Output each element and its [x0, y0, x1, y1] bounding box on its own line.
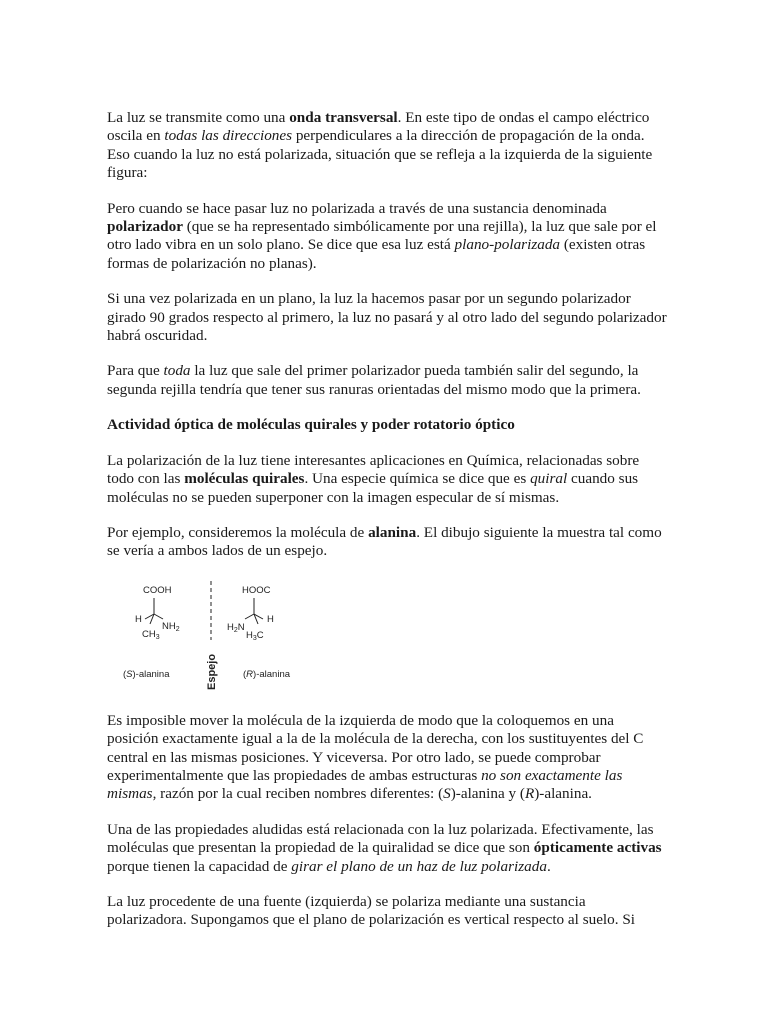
bold-term: moléculas quirales: [184, 470, 305, 488]
bold-term: alanina: [368, 523, 417, 541]
bold-term: onda transversal: [289, 109, 398, 126]
text: La polarización de la luz tiene interesantes aplicaciones en Química, relacionadas sobre todo con las: [107, 451, 640, 488]
text: .: [546, 857, 551, 875]
paragraph-opticamente-activas: [107, 821, 667, 876]
text: . Una especie química se dice que es: [304, 470, 531, 488]
h2n-label: $H_2N$: [227, 621, 245, 634]
cooh-label: COOH: [143, 584, 172, 596]
nh2-label: $NH_2$: [162, 620, 180, 633]
text: porque tienen la capacidad de: [107, 857, 292, 875]
h3c-label: $H_3C$: [246, 629, 264, 642]
bold-term: ópticamente activas: [533, 839, 662, 857]
italic-term: girar el plano de un haz de luz polarizada: [291, 857, 547, 875]
bond: [154, 614, 163, 619]
italic-term: plano-polarizada: [454, 236, 561, 254]
text: (que se ha representado simbólicamente por una rejilla), la luz que sale por el otro lado vibra en un solo plano. Se dice que esa luz está: [107, 218, 657, 254]
text: . El dibujo siguiente la muestra tal como se vería a ambos lados de un espejo.: [107, 523, 662, 560]
text: . En este tipo de ondas el campo eléctrico oscila en: [107, 109, 650, 145]
text: Una de las propiedades aludidas está relacionada con la luz polarizada. Efectivamente, las moléculas que presentan la propiedad de la quiralidad se dice que son: [107, 820, 654, 857]
text: Por ejemplo, consideremos la molécula de: [107, 523, 369, 541]
s-alanine-name: (S)-alanina: [123, 668, 170, 680]
text: (existen otras formas de polarización no planas).: [107, 236, 646, 272]
text: cuando sus moléculas no se pueden superponer con la imagen especular de sí mismas.: [107, 470, 639, 506]
section-heading: Actividad óptica de moléculas quirales y poder rotatorio óptico: [107, 416, 515, 434]
paragraph-moleculas-quirales: [107, 452, 667, 507]
mirror-label: Espejo: [206, 653, 218, 690]
text: La luz se transmite como una: [107, 109, 290, 126]
paragraph-alanina: [107, 524, 667, 561]
ch3-label: $CH_3$: [142, 628, 160, 641]
italic-term: no son exactamente las mismas: [107, 766, 623, 803]
italic-term: todas las direcciones: [164, 127, 293, 145]
paragraph-imposible-mover: [107, 712, 667, 804]
s-alanine-structure: [123, 585, 180, 680]
italic-term: toda: [163, 362, 191, 380]
paragraph-fuente-luz: [107, 893, 667, 930]
bold-term: polarizador: [107, 218, 183, 236]
mirror-line: [206, 581, 218, 690]
h-label: H: [267, 613, 274, 625]
paragraph-rejilla: [107, 362, 667, 399]
text: )-alanina.: [534, 785, 592, 803]
document-body: [107, 109, 667, 947]
h-label: H: [135, 613, 142, 625]
italic-term: S: [443, 785, 451, 803]
hooc-label: HOOC: [242, 584, 271, 596]
text: la luz que sale del primer polarizador pueda también salir del segundo, la segunda rejilla tendría que tener sus ranuras orientadas del mismo modo que la primera.: [107, 362, 641, 398]
alanine-diagram: [121, 578, 321, 698]
paragraph-polarizador: [107, 200, 667, 274]
r-alanine-name: (R)-alanina: [243, 668, 291, 680]
text: Pero cuando se hace pasar luz no polarizada a través de una sustancia denominada: [107, 199, 607, 217]
text: Si una vez polarizada en un plano, la luz la hacemos pasar por un segundo polarizador girado 90 grados respecto al primero, la luz no pasará y al otro lado del segundo polarizador habrá oscuridad.: [107, 290, 667, 345]
text: La luz procedente de una fuente (izquierda) se polariza mediante una sustancia polarizadora. Supongamos que el plano de polarización es vertical respecto al suelo. Si: [107, 892, 636, 929]
text: , razón por la cual reciben nombres diferentes: (: [152, 785, 444, 803]
r-alanine-structure: [227, 585, 291, 680]
text: perpendiculares a la dirección de propagación de la onda. Eso cuando la luz no está polarizada, situación que se refleja a la izquierda de la siguiente figura:: [107, 127, 653, 182]
alanine-mirror-figure: [121, 578, 321, 698]
paragraph-onda-transversal: [107, 109, 667, 183]
text: Para que: [107, 362, 164, 380]
text: )-alanina y (: [450, 785, 525, 803]
italic-term: quiral: [530, 470, 568, 488]
text: Es imposible mover la molécula de la izquierda de modo que la coloquemos en una posición exactamente igual a la de la molécula de la derecha, con los sustituyentes del C central en las mismas posiciones. Y viceversa. Por otro lado, se puede comprobar experimentalmente que las propiedades de ambas estructuras: [107, 711, 644, 784]
italic-term: R: [524, 785, 535, 803]
bond: [245, 614, 254, 619]
paragraph-segundo-polarizador: [107, 290, 667, 345]
